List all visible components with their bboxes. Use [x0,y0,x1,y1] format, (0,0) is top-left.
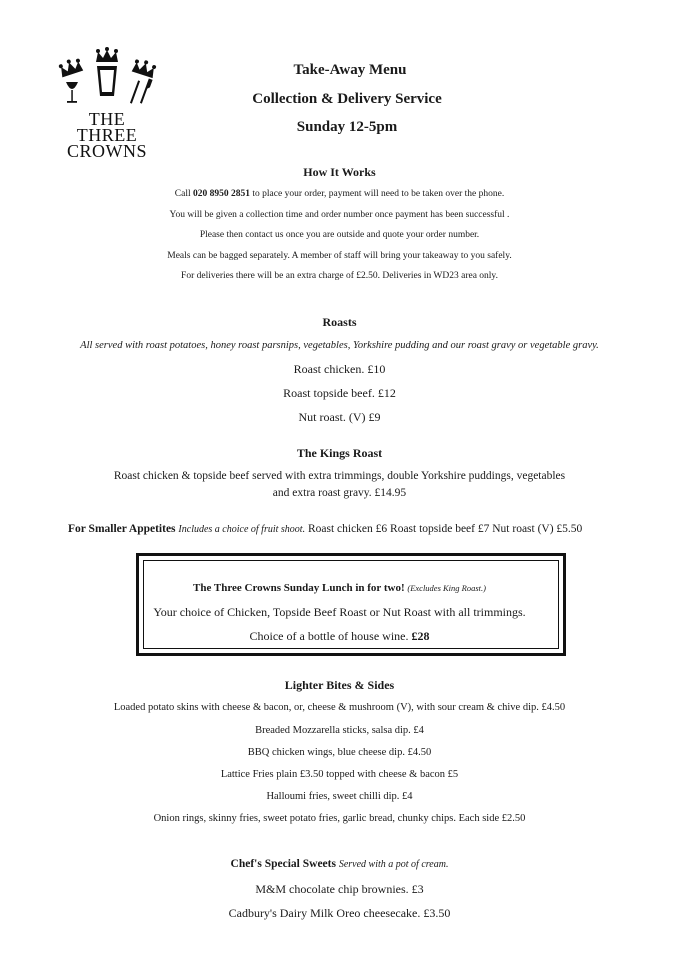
lunch-for-two-line-2 [0,629,679,644]
lunch-for-two-price: £28 [411,629,430,643]
roasts-heading: Roasts [322,315,357,329]
menu-hours: Sunday 12-5pm [296,119,398,135]
logo-text-crowns: CROWNS [66,141,147,161]
three-crowns-logo [44,44,170,114]
sweet-item-cheesecake: Cadbury's Dairy Milk Oreo cheesecake. £3.50 [228,906,451,920]
lunch-for-two-title-line [0,582,679,594]
logo-text-the: THE [88,109,126,129]
logo-text-three: THREE [76,125,138,145]
lunch-for-two-note: (Excludes King Roast.) [407,583,486,593]
sweets-heading-line [0,858,679,870]
sweet-item-brownies: M&M chocolate chip brownies. £3 [255,882,424,896]
roasts-description: All served with roast potatoes, honey roast parsnips, vegetables, Yorkshire pudding and our roast gravy or vegetable gravy. [80,340,599,351]
call-text-rest: to place your order, payment will need to be taken over the phone. [250,189,505,199]
lighter-bite-item: Lattice Fries plain £3.50 topped with cheese & bacon £5 [220,769,459,780]
kings-roast-line-1: Roast chicken & topside beef served with extra trimmings, double Yorkshire puddings, vegetables [113,470,566,482]
smaller-appetites-note: Includes a choice of fruit shoot. [178,524,306,535]
sweets-heading: Chef's Special Sweets [230,858,336,870]
roast-item-beef: Roast topside beef. £12 [283,386,396,400]
lighter-bite-item: Loaded potato skins with cheese & bacon, or, cheese & mushroom (V), with sour cream & chive dip. £4.50 [113,702,566,713]
lunch-for-two-wine: Choice of a bottle of house wine. [249,629,412,643]
lighter-bite-item: Halloumi fries, sweet chilli dip. £4 [266,791,413,802]
how-it-works-line-3: Please then contact us once you are outside and quote your order number. [199,230,480,240]
sweets-note: Served with a pot of cream. [338,859,449,870]
smaller-appetites-line [68,523,582,535]
lunch-for-two-title: The Three Crowns Sunday Lunch in for two! [193,582,405,594]
how-it-works-line-4: Meals can be bagged separately. A member of staff will bring your takeaway to you safely. [167,251,512,261]
lighter-bites-heading: Lighter Bites & Sides [284,678,395,692]
phone-number: 020 8950 2851 [193,189,251,199]
kings-roast-heading: The Kings Roast [296,446,383,460]
how-it-works-line-2: You will be given a collection time and order number once payment has been successful . [169,210,510,220]
menu-subtitle: Collection & Delivery Service [252,91,442,107]
how-it-works-line-1 [0,189,679,199]
lighter-bite-item: BBQ chicken wings, blue cheese dip. £4.50 [247,747,432,758]
kings-roast-line-2: and extra roast gravy. £14.95 [272,487,407,499]
call-text: Call [174,189,194,199]
lunch-for-two-line-1: Your choice of Chicken, Topside Beef Roast or Nut Roast with all trimmings. [153,605,526,619]
lighter-bite-item: Breaded Mozzarella sticks, salsa dip. £4 [255,725,424,736]
smaller-appetites-items: Roast chicken £6 Roast topside beef £7 Nut roast (V) £5.50 [305,523,583,535]
lighter-bite-item: Onion rings, skinny fries, sweet potato fries, garlic bread, chunky chips. Each side £2.50 [153,813,526,824]
how-it-works-heading: How It Works [303,165,376,179]
menu-title: Take-Away Menu [293,62,407,78]
roast-item-chicken: Roast chicken. £10 [293,362,386,376]
how-it-works-line-5: For deliveries there will be an extra charge of £2.50. Deliveries in WD23 area only. [181,271,498,281]
smaller-appetites-label: For Smaller Appetites [68,523,176,535]
roast-item-nut: Nut roast. (V) £9 [298,410,381,424]
